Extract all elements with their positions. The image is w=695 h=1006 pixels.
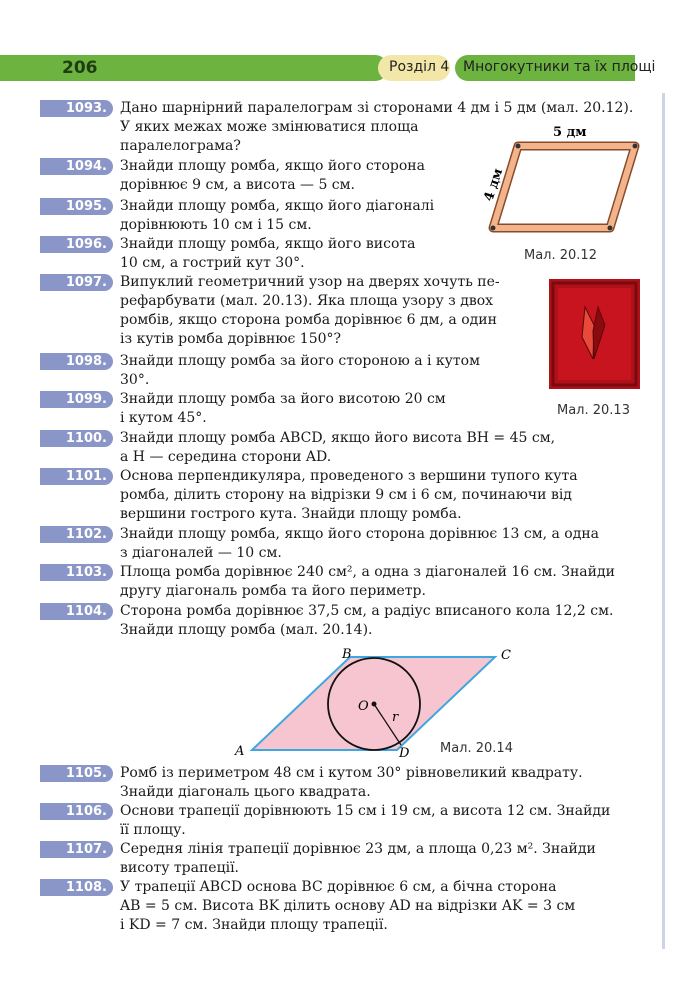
problem-number: 1105. xyxy=(40,765,113,782)
problem-text-line: другу діагональ ромба та його периметр. xyxy=(120,583,426,599)
problem-text-line: Площа ромба дорівнює 240 см², а одна з діагоналей 16 см. Знайди xyxy=(120,564,615,580)
margin-rule xyxy=(662,93,665,949)
problem-text-line: Ромб із периметром 48 см і кутом 30° рівновеликий квадрату. xyxy=(120,765,583,781)
problem-text-line: Знайди діагональ цього квадрата. xyxy=(120,784,371,800)
problem-number: 1098. xyxy=(40,353,113,370)
problem-number: 1101. xyxy=(40,468,113,485)
problem-text-line: паралелограма? xyxy=(120,138,241,154)
problem-text-line: У яких межах може змінюватися площа xyxy=(120,119,419,135)
problem-text-line: Знайди площу ромба, якщо його висота xyxy=(120,236,416,252)
label-A: A xyxy=(235,744,245,759)
problem-number: 1093. xyxy=(40,100,113,117)
problem-number: 1108. xyxy=(40,879,113,896)
problem-text-line: 10 см, а гострий кут 30°. xyxy=(120,255,305,271)
problem-text-line: ромбів, якщо сторона ромба дорівнює 6 дм, а один xyxy=(120,312,497,328)
problem-text-line: висоту трапеції. xyxy=(120,860,239,876)
problem-text-line: рефарбувати (мал. 20.13). Яка площа узору з двох xyxy=(120,293,494,309)
problem-text-line: її площу. xyxy=(120,822,186,838)
problem-text-line: і KD = 7 см. Знайди площу трапеції. xyxy=(120,917,388,933)
problem-text-line: Середня лінія трапеції дорівнює 23 дм, а площа 0,23 м². Знайди xyxy=(120,841,596,857)
problem-text-line: Знайди площу ромба ABCD, якщо його висота BH = 45 см, xyxy=(120,430,556,446)
label-5dm: 5 дм xyxy=(553,125,587,140)
problem-text-line: Знайди площу ромба, якщо його сторона xyxy=(120,158,425,174)
section-label: Розділ 4 xyxy=(389,59,450,75)
label-C: C xyxy=(501,648,511,663)
problem-text-line: AB = 5 см. Висота BK ділить основу AD на відрізки AK = 3 см xyxy=(120,898,576,914)
label-B: B xyxy=(342,647,352,662)
problem-text-line: а H — середина сторони AD. xyxy=(120,449,332,465)
problem-number: 1099. xyxy=(40,391,113,408)
problem-text-line: із кутів ромба дорівнює 150°? xyxy=(120,331,342,347)
page-number: 206 xyxy=(62,58,98,78)
parallelogram-frame xyxy=(491,144,638,231)
problem-text-line: з діагоналей — 10 см. xyxy=(120,545,282,561)
label-4dm: 4 дм xyxy=(481,166,507,204)
caption-20-13: Мал. 20.13 xyxy=(557,403,630,418)
problem-number: 1100. xyxy=(40,430,113,447)
problem-text-line: вершини гострого кута. Знайди площу ромба. xyxy=(120,506,462,522)
problem-text-line: Знайди площу ромба, якщо його сторона дорівнює 13 см, а одна xyxy=(120,526,600,542)
label-D: D xyxy=(399,746,410,760)
problem-text-line: Дано шарнірний паралелограм зі сторонами 4 дм і 5 дм (мал. 20.12). xyxy=(120,100,634,116)
label-r: r xyxy=(392,710,399,725)
problem-text-line: Сторона ромба дорівнює 37,5 см, а радіус вписаного кола 12,2 см. xyxy=(120,603,614,619)
problem-number: 1103. xyxy=(40,564,113,581)
chapter-title: Многокутники та їх площі xyxy=(463,59,656,75)
label-O: O xyxy=(358,699,369,714)
problem-text-line: 30°. xyxy=(120,372,150,388)
caption-20-14: Мал. 20.14 xyxy=(440,741,513,756)
figure-20-13 xyxy=(549,279,640,389)
header-green-bar xyxy=(0,55,388,81)
problem-text-line: Основа перпендикуляра, проведеного з вершини тупого кута xyxy=(120,468,578,484)
problem-text-line: Основи трапеції дорівнюють 15 см і 19 см, а висота 12 см. Знайди xyxy=(120,803,611,819)
problem-number: 1097. xyxy=(40,274,113,291)
problem-number: 1107. xyxy=(40,841,113,858)
problem-number: 1104. xyxy=(40,603,113,620)
problem-text-line: дорівнюють 10 см і 15 см. xyxy=(120,217,312,233)
problem-text-line: У трапеції ABCD основа BC дорівнює 6 см, а бічна сторона xyxy=(120,879,557,895)
problem-text-line: Знайди площу ромба, якщо його діагоналі xyxy=(120,198,435,214)
problem-text-line: Знайди площу ромба (мал. 20.14). xyxy=(120,622,373,638)
problem-text-line: Знайди площу ромба за його висотою 20 см xyxy=(120,391,446,407)
problem-text-line: дорівнює 9 см, а висота — 5 см. xyxy=(120,177,355,193)
problem-number: 1095. xyxy=(40,198,113,215)
problem-text-line: і кутом 45°. xyxy=(120,410,207,426)
page-header xyxy=(0,55,695,81)
problem-text-line: Випуклий геометричний узор на дверях хочуть пе- xyxy=(120,274,500,290)
problem-number: 1106. xyxy=(40,803,113,820)
caption-20-12: Мал. 20.12 xyxy=(524,248,597,263)
problem-text-line: Знайди площу ромба за його стороною a і кутом xyxy=(120,353,480,369)
problem-number: 1102. xyxy=(40,526,113,543)
problem-text-line: ромба, ділить сторону на відрізки 9 см і 6 см, починаючи від xyxy=(120,487,572,503)
figure-20-12 xyxy=(470,120,650,265)
problem-number: 1094. xyxy=(40,158,113,175)
problem-number: 1096. xyxy=(40,236,113,253)
